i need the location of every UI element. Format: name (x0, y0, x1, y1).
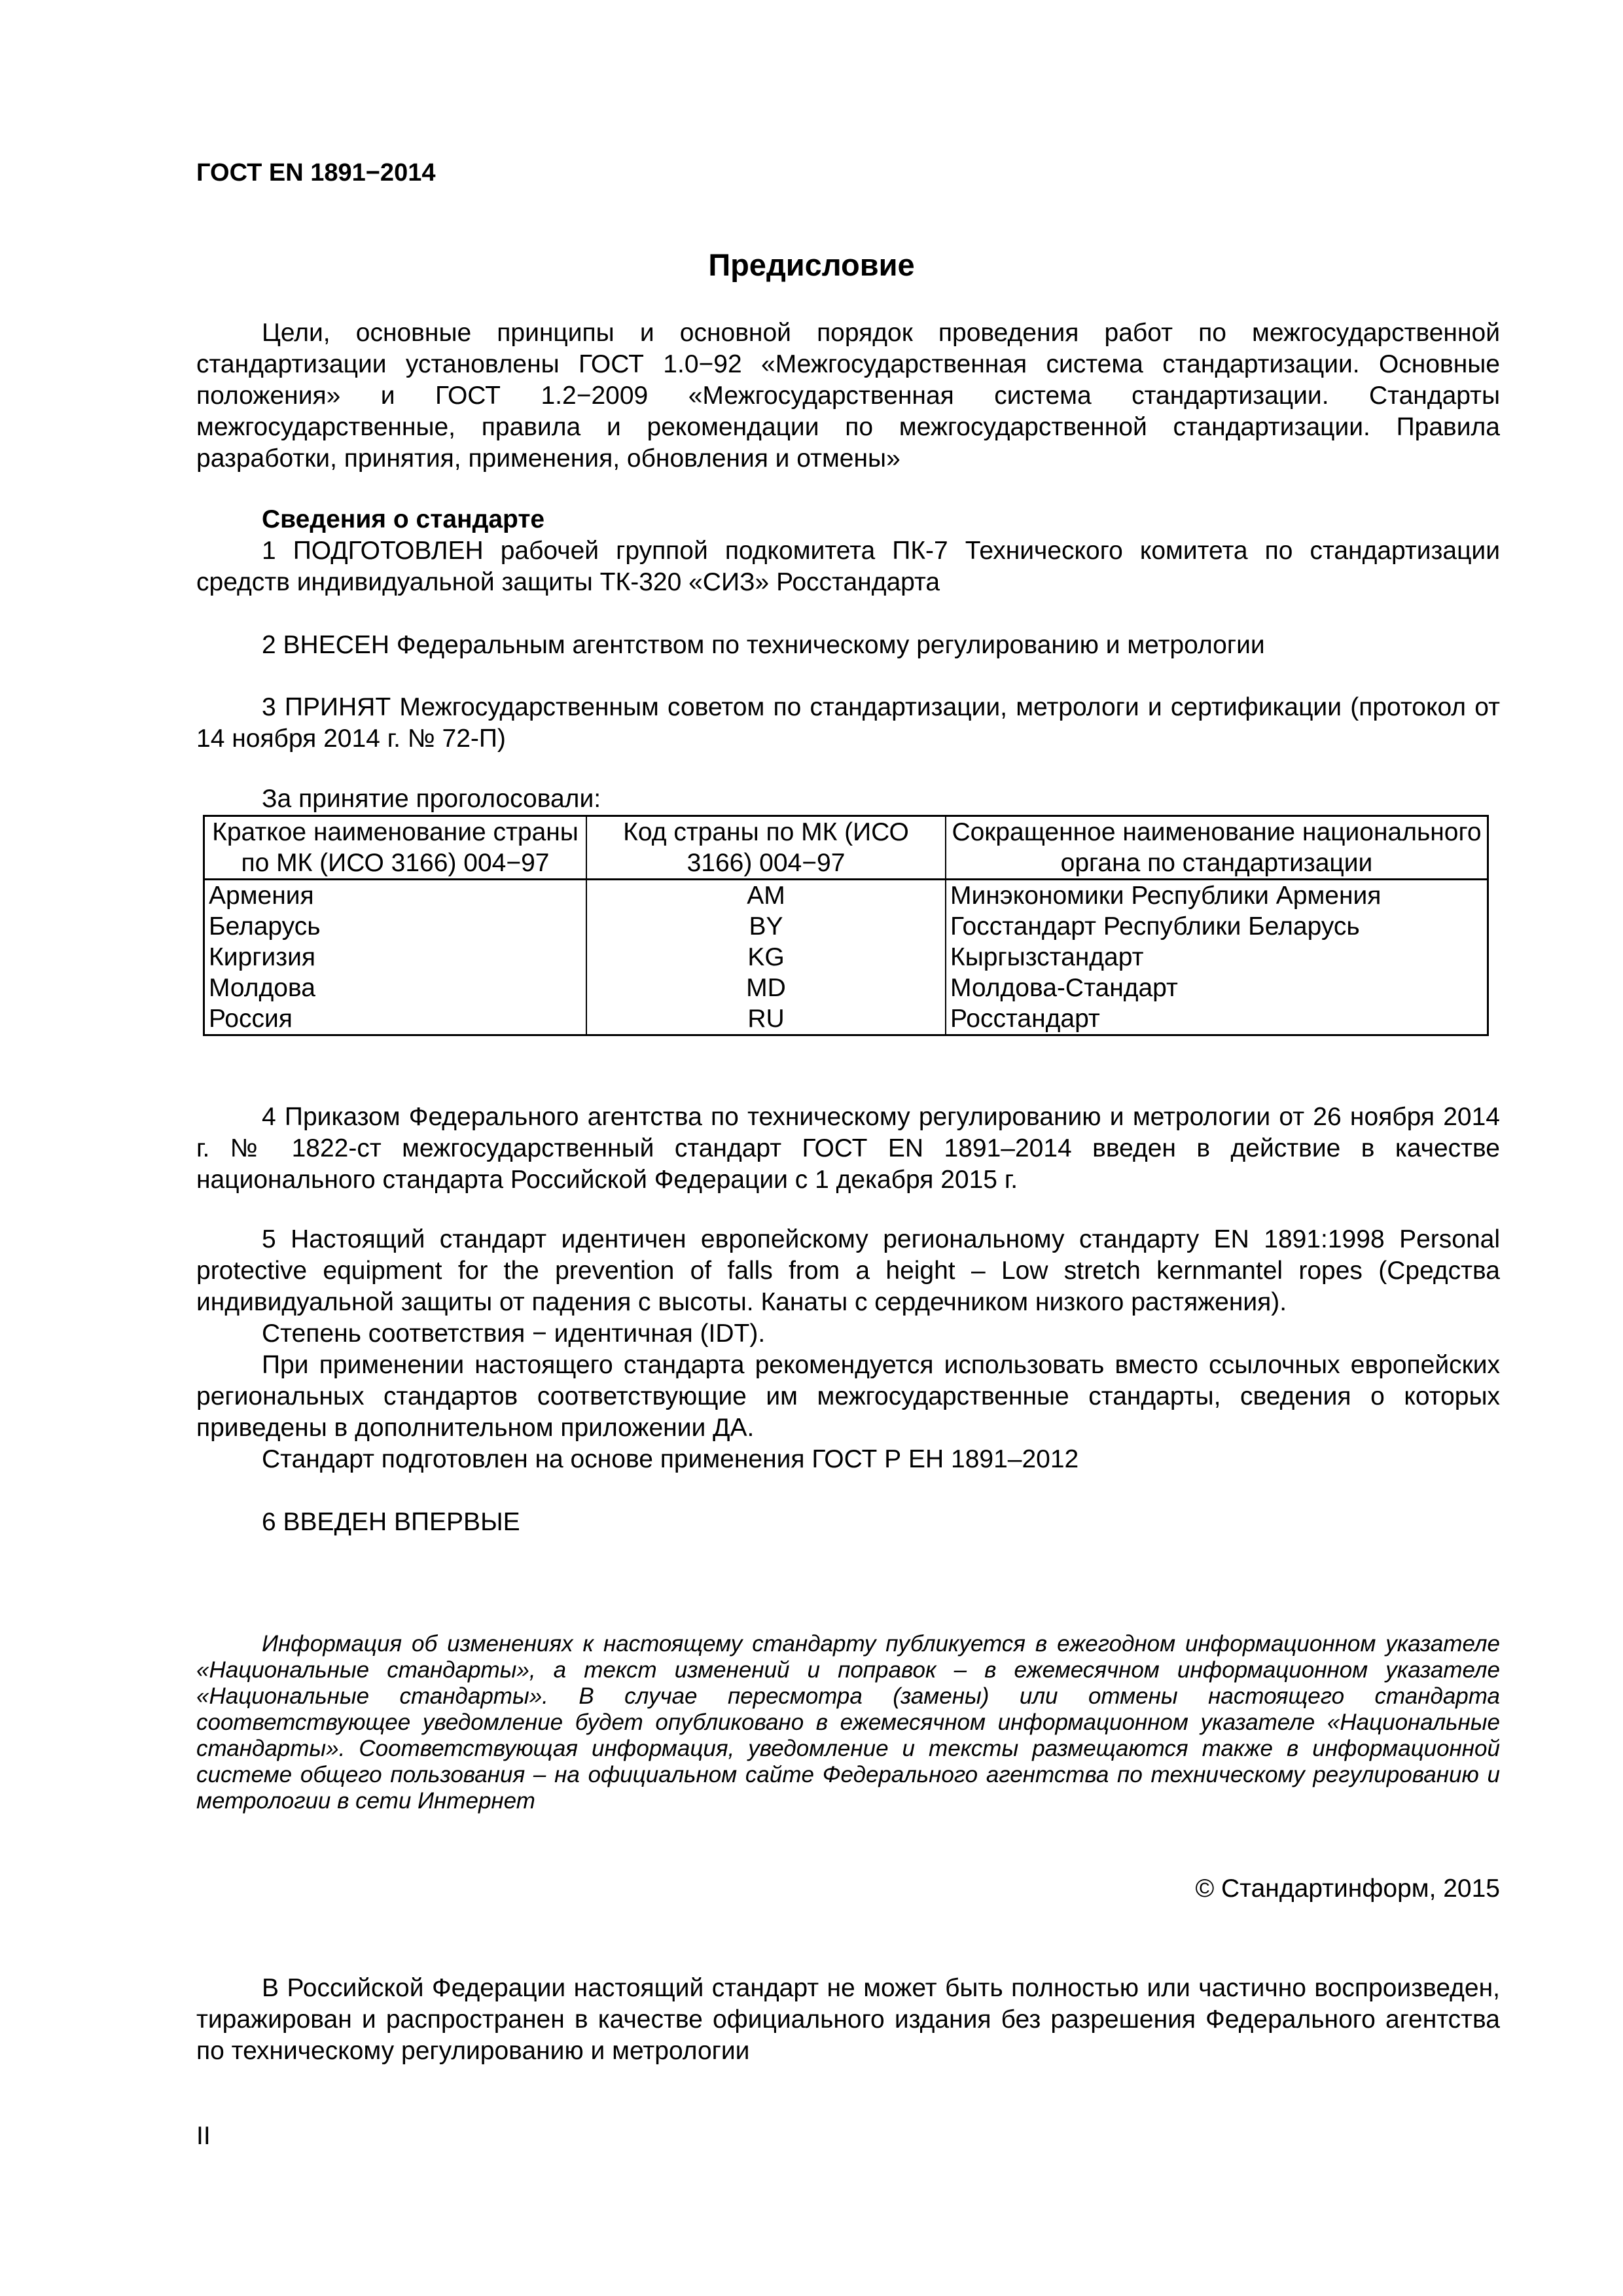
cell-country: Россия (204, 1003, 587, 1035)
table-row (204, 911, 1488, 942)
document-designation: ГОСТ EN 1891−2014 (196, 159, 436, 187)
cell-body: Молдова-Стандарт (950, 974, 1178, 1002)
cell-code: MD (586, 973, 946, 1003)
info-item-3: 3 ПРИНЯТ Межгосударственным советом по стандартизации, метрологи и сертификации (протокол от 14 ноября 2014 г. № 72-П) (196, 693, 1500, 753)
column-header-country: Краткое наименование страны по МК (ИСО 3166) 004−97 (204, 816, 587, 880)
cell-country: Беларусь (204, 911, 587, 942)
restriction-notice: В Российской Федерации настоящий стандарт не может быть полностью или частично воспроизведен, тиражирован и распространен в качестве официального издания без разрешения Федерального агентства по техническому регулированию и метрологии (196, 1974, 1500, 2065)
page-title: Предисловие (708, 247, 915, 282)
cell-country: Молдова (204, 973, 587, 1003)
standard-info-heading: Сведения о стандарте (262, 505, 545, 533)
basis-note: Стандарт подготовлен на основе применения ГОСТ Р ЕН 1891–2012 (262, 1445, 1079, 1473)
column-header-body: Сокращенное наименование национального органа по стандартизации (946, 816, 1488, 880)
cell-code: RU (586, 1003, 946, 1035)
table-row (204, 1003, 1488, 1035)
info-item-5: 5 Настоящий стандарт идентичен европейскому региональному стандарту EN 1891:1998 Personal protective equipment for the prevention of falls from a height – Low stretch kernmantel ropes (Средства индивидуальной защиты от падения с высоты. Канаты с сердечником низкого растяжения). (196, 1225, 1500, 1316)
page-number: II (196, 2122, 211, 2150)
application-note: При применении настоящего стандарта рекомендуется использовать вместо ссылочных европейских региональных стандартов соответствующие им межгосударственные стандарты, сведения о которых приведены в дополнительном приложении ДА. (196, 1351, 1500, 1442)
voting-countries-table (203, 815, 1489, 1036)
info-item-4: 4 Приказом Федерального агентства по техническому регулированию и метрологии от 26 ноября 2014 г. № 1822-ст межгосударственный стандарт ГОСТ EN 1891–2014 введен в действие в качестве национального стандарта Российской Федерации с 1 декабря 2015 г. (196, 1103, 1500, 1194)
changes-info-note: Информация об изменениях к настоящему стандарту публикуется в ежегодном информационном указателе «Национальные стандарты», а текст изменений и поправок – в ежемесячном информационном указателе «Национальные стандарты». В случае пересмотра (замены) или отмены настоящего стандарта соответствующее уведомление будет опубликовано в ежемесячном информационном указателе «Национальные стандарты». Соответствующая информация, уведомление и тексты размещаются также в информационной системе общего пользования – на официальном сайте Федерального агентства по техническому регулированию и метрологии в сети Интернет (196, 1631, 1500, 1814)
info-item-6: 6 ВВЕДЕН ВПЕРВЫЕ (262, 1508, 520, 1536)
intro-paragraph: Цели, основные принципы и основной порядок проведения работ по межгосударственной стандартизации установлены ГОСТ 1.0−92 «Межгосударственная система стандартизации. Основные положения» и ГОСТ 1.2−2009 «Межгосударственная система стандартизации. Стандарты межгосударственные, правила и рекомендации по межгосударственной стандартизации. Правила разработки, принятия, применения, обновления и отмены» (196, 319, 1500, 473)
cell-body: Кыргызстандарт (950, 943, 1144, 971)
cell-country: Киргизия (204, 942, 587, 973)
cell-body: Госстандарт Республики Беларусь (950, 912, 1360, 941)
cell-body: Росстандарт (950, 1005, 1100, 1033)
conformity-degree: Степень соответствия − идентичная (IDT). (262, 1319, 766, 1348)
cell-code: KG (586, 942, 946, 973)
info-item-1: 1 ПОДГОТОВЛЕН рабочей группой подкомитета ПК-7 Технического комитета по стандартизации средств индивидуальной защиты ТК-320 «СИЗ» Росстандарта (196, 537, 1500, 596)
copyright: © Стандартинформ, 2015 (1195, 1874, 1500, 1903)
info-item-2: 2 ВНЕСЕН Федеральным агентством по техническому регулированию и метрологии (262, 631, 1265, 659)
cell-code: BY (586, 911, 946, 942)
cell-code: AM (586, 880, 946, 912)
table-header-row (204, 816, 1488, 880)
table-row (204, 973, 1488, 1003)
table-row (204, 942, 1488, 973)
voted-label: За принятие проголосовали: (262, 785, 601, 813)
cell-country: Армения (204, 880, 587, 912)
table-row (204, 880, 1488, 912)
column-header-code: Код страны по МК (ИСО 3166) 004−97 (586, 816, 946, 880)
cell-body: Минэкономики Республики Армения (950, 882, 1382, 910)
